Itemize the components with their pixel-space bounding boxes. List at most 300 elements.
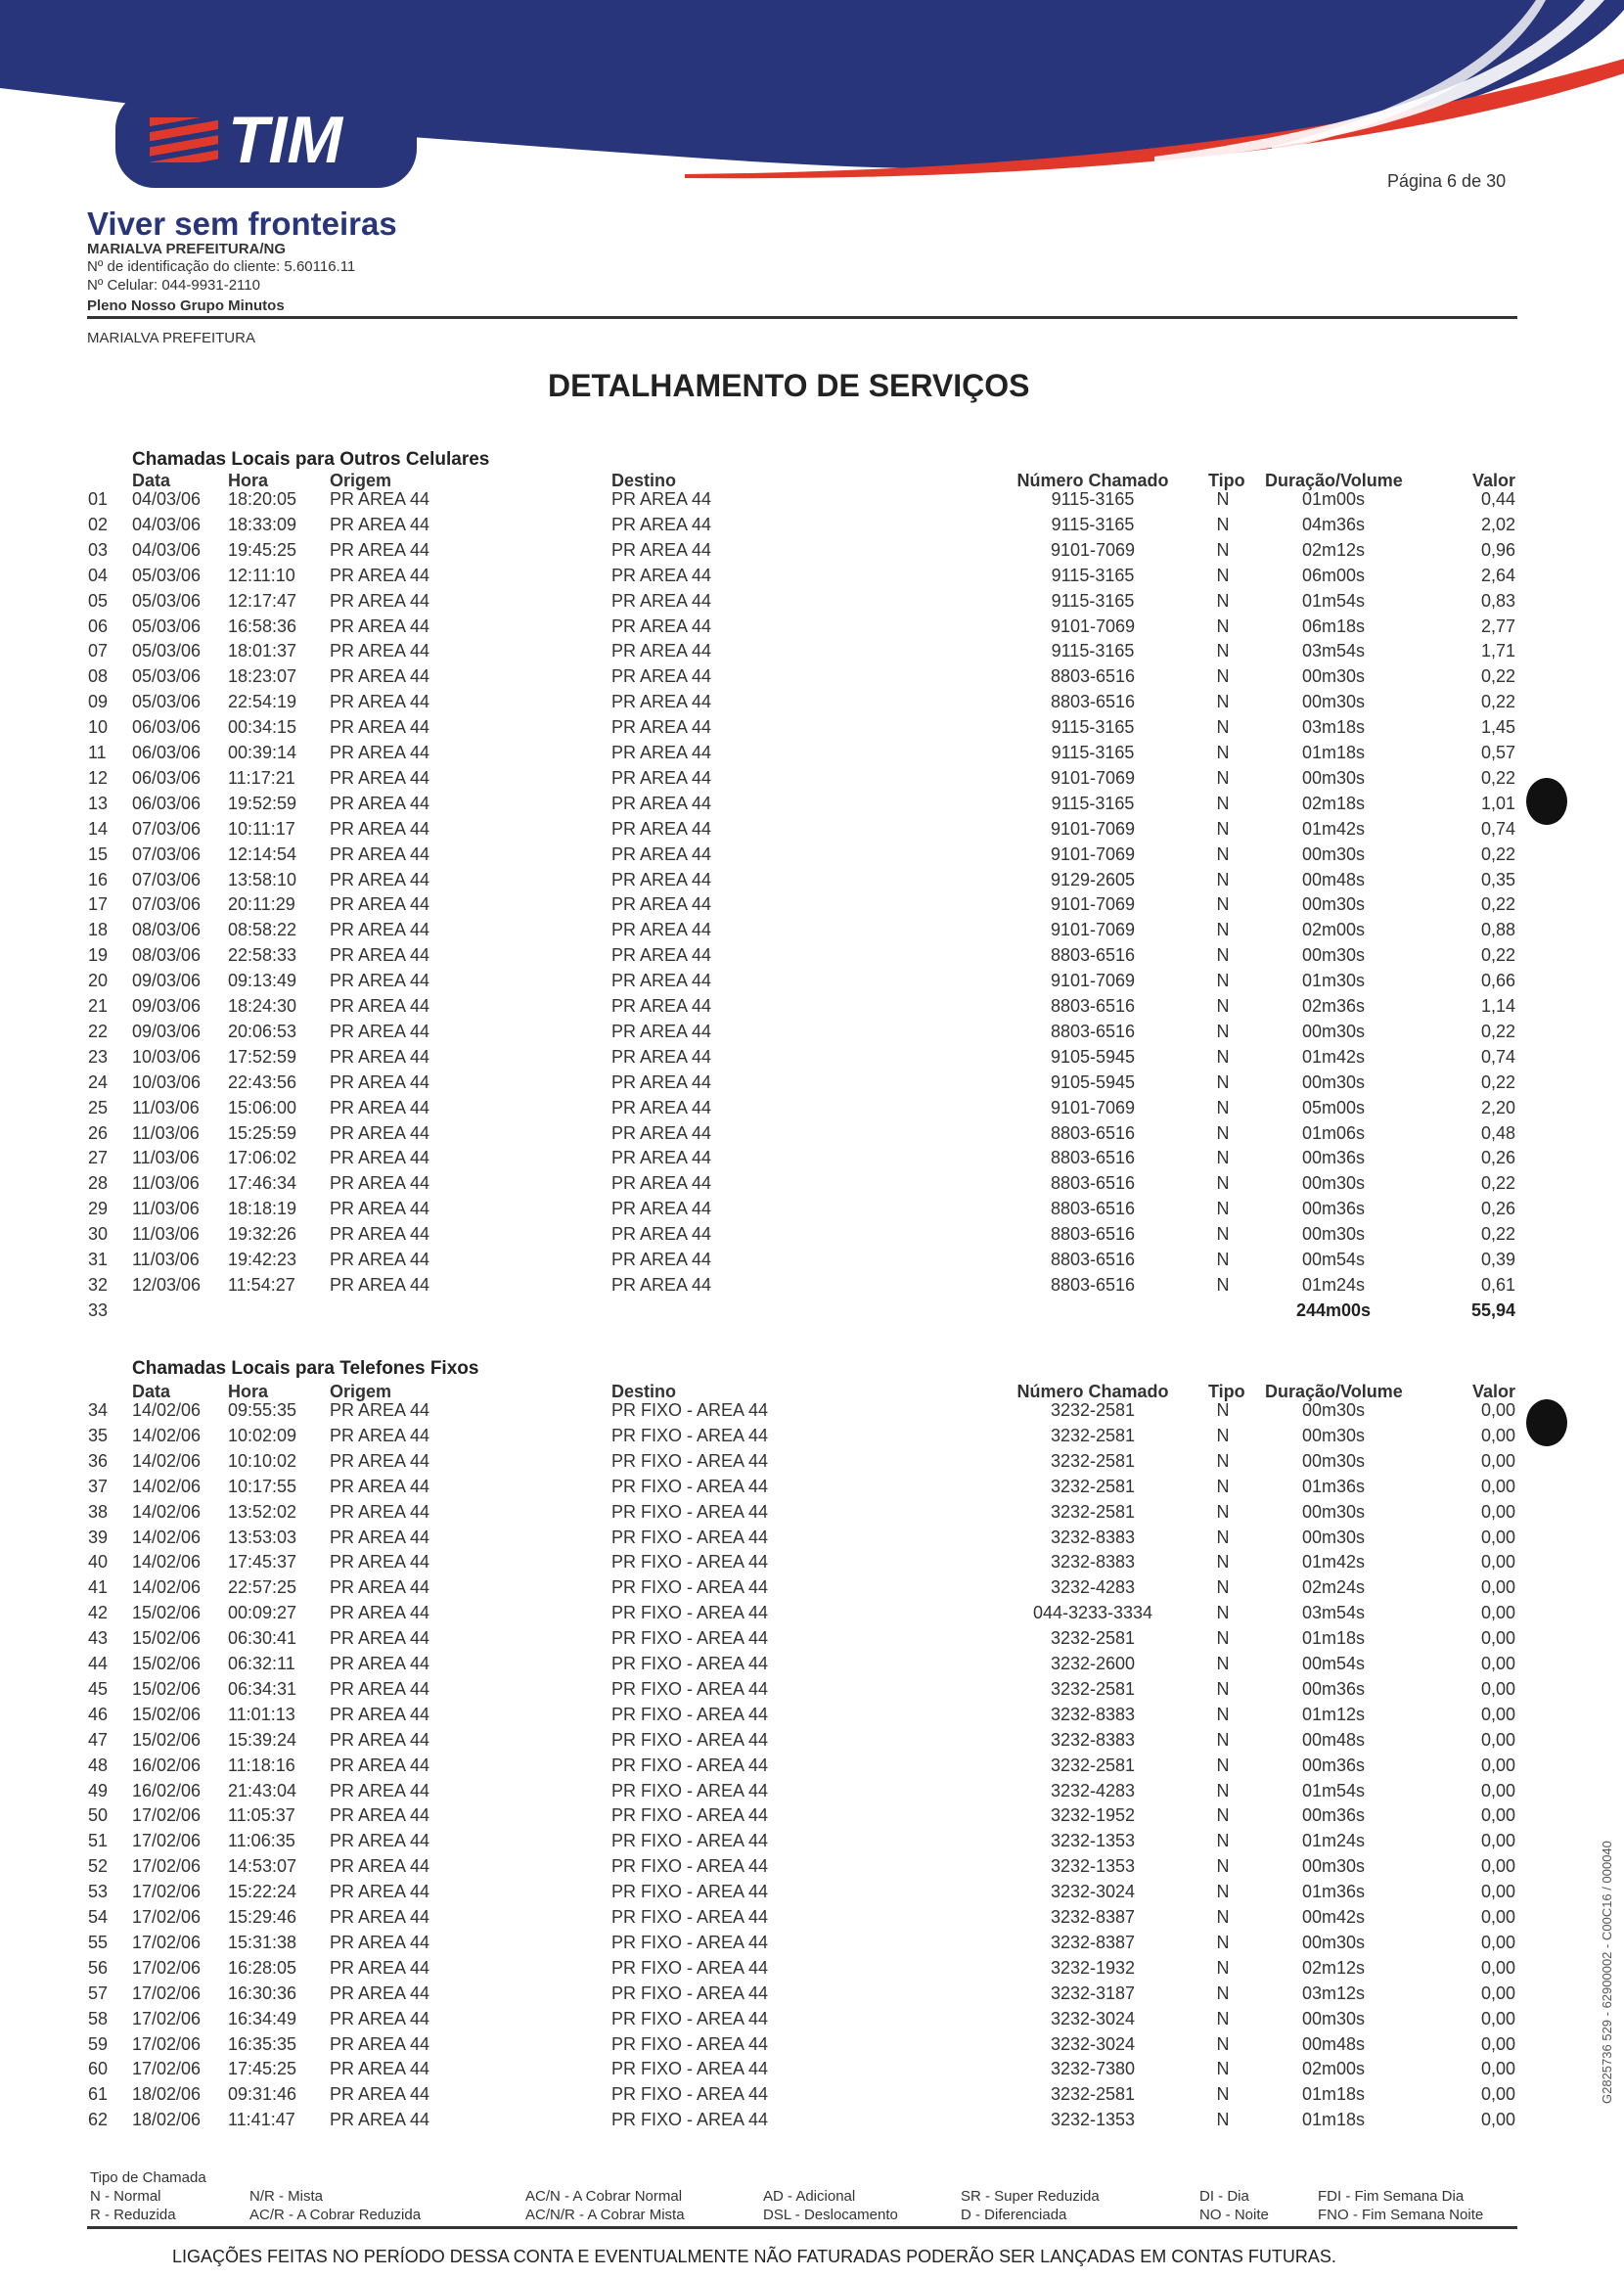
call-destination: PR AREA 44 bbox=[611, 1148, 712, 1168]
call-time: 21:43:04 bbox=[228, 1780, 297, 1800]
call-duration: 00m30s bbox=[1301, 692, 1366, 712]
call-duration: 00m30s bbox=[1301, 666, 1366, 687]
call-duration: 00m30s bbox=[1301, 945, 1366, 966]
row-index: 45 bbox=[88, 1678, 109, 1699]
row-index: 43 bbox=[88, 1628, 109, 1649]
call-date: 17/02/06 bbox=[132, 1957, 202, 1978]
table-row bbox=[0, 2009, 1624, 2034]
call-value: 0,88 bbox=[1480, 920, 1515, 940]
called-number: 9101-7069 bbox=[1050, 971, 1136, 991]
call-destination: PR FIXO - AREA 44 bbox=[611, 1425, 769, 1445]
call-destination: PR AREA 44 bbox=[611, 666, 712, 687]
call-origin: PR AREA 44 bbox=[330, 1678, 430, 1699]
called-number: 3232-8387 bbox=[1050, 1907, 1136, 1927]
called-number: 3232-8387 bbox=[1050, 1932, 1136, 1952]
call-destination: PR FIXO - AREA 44 bbox=[611, 1983, 769, 2003]
call-destination: PR AREA 44 bbox=[611, 692, 712, 712]
call-value: 0,00 bbox=[1480, 1882, 1515, 1902]
call-destination: PR AREA 44 bbox=[611, 1199, 712, 1219]
called-number: 9101-7069 bbox=[1050, 615, 1136, 636]
call-time: 17:06:02 bbox=[228, 1148, 297, 1168]
called-number: 3232-2581 bbox=[1050, 1501, 1136, 1522]
call-value: 1,01 bbox=[1480, 793, 1515, 813]
call-type: N bbox=[1216, 1882, 1230, 1902]
row-index: 20 bbox=[88, 971, 109, 991]
called-number: 9115-3165 bbox=[1051, 717, 1135, 738]
called-number: 8803-6516 bbox=[1050, 996, 1136, 1016]
call-origin: PR AREA 44 bbox=[330, 1199, 430, 1219]
call-time: 17:52:59 bbox=[228, 1046, 297, 1067]
call-type: N bbox=[1216, 2110, 1230, 2130]
call-duration: 02m24s bbox=[1301, 1577, 1366, 1598]
call-destination: PR AREA 44 bbox=[611, 1021, 712, 1041]
call-duration: 01m18s bbox=[1301, 2110, 1366, 2130]
call-date: 07/03/06 bbox=[132, 869, 202, 889]
call-value: 2,77 bbox=[1480, 615, 1515, 636]
call-origin: PR AREA 44 bbox=[330, 692, 430, 712]
total-row bbox=[0, 1300, 1624, 1326]
call-duration: 00m54s bbox=[1301, 1654, 1366, 1673]
call-destination: PR AREA 44 bbox=[611, 743, 712, 762]
call-type: N bbox=[1216, 1021, 1230, 1041]
row-index: 25 bbox=[88, 1097, 109, 1117]
call-value: 0,00 bbox=[1480, 1552, 1515, 1573]
call-value: 0,00 bbox=[1480, 1907, 1515, 1927]
call-type: N bbox=[1216, 1224, 1230, 1245]
call-time: 15:29:46 bbox=[228, 1907, 297, 1927]
call-time: 15:06:00 bbox=[228, 1097, 297, 1117]
call-date: 05/03/06 bbox=[132, 615, 202, 636]
call-date: 10/03/06 bbox=[132, 1071, 202, 1092]
called-number: 9115-3165 bbox=[1051, 641, 1135, 661]
call-duration: 00m30s bbox=[1301, 1224, 1366, 1245]
call-destination: PR FIXO - AREA 44 bbox=[611, 1603, 769, 1623]
call-date: 15/02/06 bbox=[132, 1678, 202, 1699]
column-header-destino: Destino bbox=[611, 1382, 677, 1401]
call-destination: PR FIXO - AREA 44 bbox=[611, 2033, 769, 2054]
table-row bbox=[0, 1250, 1624, 1275]
call-duration: 06m00s bbox=[1301, 565, 1366, 585]
called-number: 3232-2600 bbox=[1050, 1654, 1136, 1673]
footer-divider bbox=[87, 2226, 1517, 2229]
row-index: 14 bbox=[88, 818, 109, 839]
table-row bbox=[0, 1224, 1624, 1250]
cell-number: Nº Celular: 044-9931-2110 bbox=[87, 277, 260, 294]
call-type: N bbox=[1216, 1173, 1230, 1194]
account-name: MARIALVA PREFEITURA bbox=[87, 330, 255, 346]
client-id: Nº de identificação do cliente: 5.60116.11 bbox=[87, 258, 356, 275]
called-number: 8803-6516 bbox=[1050, 1199, 1136, 1219]
call-value: 0,48 bbox=[1480, 1122, 1515, 1143]
called-number: 9105-5945 bbox=[1050, 1071, 1136, 1092]
called-number: 9101-7069 bbox=[1050, 818, 1136, 839]
call-value: 0,22 bbox=[1480, 894, 1515, 915]
call-value: 1,14 bbox=[1480, 996, 1515, 1016]
call-time: 16:35:35 bbox=[228, 2033, 297, 2054]
called-number: 3232-4283 bbox=[1050, 1577, 1136, 1598]
table-row bbox=[0, 1983, 1624, 2009]
called-number: 9101-7069 bbox=[1050, 894, 1136, 915]
call-origin: PR AREA 44 bbox=[330, 767, 430, 788]
call-time: 11:17:21 bbox=[228, 767, 295, 788]
call-duration: 00m30s bbox=[1301, 1856, 1366, 1877]
call-duration: 00m30s bbox=[1301, 1400, 1366, 1420]
call-value: 0,00 bbox=[1480, 1527, 1515, 1547]
column-header-origem: Origem bbox=[330, 471, 392, 490]
row-index: 61 bbox=[88, 2084, 109, 2105]
table-row bbox=[0, 1730, 1624, 1755]
called-number: 9129-2605 bbox=[1050, 869, 1136, 889]
call-origin: PR AREA 44 bbox=[330, 1527, 430, 1547]
called-number: 9101-7069 bbox=[1050, 539, 1136, 560]
call-time: 12:11:10 bbox=[228, 565, 295, 585]
call-type: N bbox=[1216, 2033, 1230, 2054]
call-type: N bbox=[1216, 590, 1230, 611]
call-time: 00:39:14 bbox=[228, 743, 297, 762]
call-origin: PR AREA 44 bbox=[330, 1983, 430, 2003]
call-destination: PR AREA 44 bbox=[611, 1122, 712, 1143]
call-duration: 00m36s bbox=[1301, 1678, 1366, 1699]
call-destination: PR FIXO - AREA 44 bbox=[611, 1780, 769, 1800]
call-duration: 01m18s bbox=[1301, 743, 1366, 762]
call-value: 0,00 bbox=[1480, 2033, 1515, 2054]
row-index: 07 bbox=[88, 641, 109, 661]
column-header-data: Data bbox=[132, 471, 171, 490]
call-date: 14/02/06 bbox=[132, 1552, 202, 1573]
row-index: 13 bbox=[88, 793, 109, 813]
call-value: 0,22 bbox=[1480, 1224, 1515, 1245]
called-number: 3232-2581 bbox=[1050, 1678, 1136, 1699]
call-duration: 01m30s bbox=[1301, 971, 1366, 991]
call-time: 09:55:35 bbox=[228, 1400, 297, 1420]
logo-text: TIM bbox=[228, 103, 343, 177]
call-date: 08/03/06 bbox=[132, 920, 202, 940]
call-date: 07/03/06 bbox=[132, 818, 202, 839]
table-row bbox=[0, 1781, 1624, 1806]
call-date: 05/03/06 bbox=[132, 666, 202, 687]
call-time: 10:10:02 bbox=[228, 1450, 297, 1471]
call-origin: PR AREA 44 bbox=[330, 717, 430, 738]
call-time: 17:46:34 bbox=[228, 1173, 297, 1194]
call-origin: PR AREA 44 bbox=[330, 1552, 430, 1573]
call-type: N bbox=[1216, 514, 1230, 534]
called-number: 3232-8383 bbox=[1050, 1704, 1136, 1724]
table-row bbox=[0, 1072, 1624, 1098]
call-time: 15:22:24 bbox=[228, 1882, 297, 1902]
call-origin: PR AREA 44 bbox=[330, 1021, 430, 1041]
table-row bbox=[0, 768, 1624, 794]
table-row bbox=[0, 1577, 1624, 1603]
call-value: 0,00 bbox=[1480, 1755, 1515, 1775]
row-index: 29 bbox=[88, 1199, 109, 1219]
call-duration: 00m42s bbox=[1301, 1907, 1366, 1927]
call-time: 18:23:07 bbox=[228, 666, 297, 687]
call-origin: PR AREA 44 bbox=[330, 1250, 430, 1269]
page-indicator: Página 6 de 30 bbox=[1387, 171, 1507, 191]
call-value: 0,22 bbox=[1480, 666, 1515, 687]
call-duration: 01m42s bbox=[1301, 818, 1366, 839]
call-origin: PR AREA 44 bbox=[330, 565, 430, 585]
call-origin: PR AREA 44 bbox=[330, 1425, 430, 1445]
call-value: 0,22 bbox=[1480, 843, 1515, 864]
call-origin: PR AREA 44 bbox=[330, 1907, 430, 1927]
column-header-origem: Origem bbox=[330, 1382, 392, 1401]
called-number: 3232-3187 bbox=[1050, 1983, 1136, 2003]
row-index: 19 bbox=[88, 945, 109, 966]
call-origin: PR AREA 44 bbox=[330, 1831, 430, 1851]
call-date: 05/03/06 bbox=[132, 692, 202, 712]
call-duration: 02m36s bbox=[1301, 996, 1366, 1016]
call-type: N bbox=[1216, 1983, 1230, 2003]
column-header-hora: Hora bbox=[228, 1382, 269, 1401]
call-duration: 00m48s bbox=[1301, 869, 1366, 889]
call-date: 04/03/06 bbox=[132, 539, 202, 560]
called-number: 3232-1353 bbox=[1050, 2110, 1136, 2130]
call-value: 0,00 bbox=[1480, 1501, 1515, 1522]
call-value: 0,00 bbox=[1480, 2008, 1515, 2028]
table-row bbox=[0, 2059, 1624, 2084]
table-row bbox=[0, 1173, 1624, 1199]
call-destination: PR FIXO - AREA 44 bbox=[611, 1882, 769, 1902]
call-value: 0,00 bbox=[1480, 2059, 1515, 2079]
table-row bbox=[0, 1451, 1624, 1477]
row-index: 59 bbox=[88, 2033, 109, 2054]
call-origin: PR AREA 44 bbox=[330, 1755, 430, 1775]
call-destination: PR AREA 44 bbox=[611, 1071, 712, 1092]
call-type: N bbox=[1216, 1932, 1230, 1952]
call-date: 08/03/06 bbox=[132, 945, 202, 966]
ink-blot bbox=[1526, 1399, 1567, 1446]
row-index: 08 bbox=[88, 666, 109, 687]
call-type: N bbox=[1216, 1199, 1230, 1219]
called-number: 3232-8383 bbox=[1050, 1527, 1136, 1547]
call-destination: PR AREA 44 bbox=[611, 843, 712, 864]
call-date: 14/02/06 bbox=[132, 1425, 202, 1445]
call-destination: PR AREA 44 bbox=[611, 565, 712, 585]
call-value: 0,57 bbox=[1480, 743, 1515, 762]
legend-item: SR - Super Reduzida bbox=[961, 2188, 1100, 2205]
call-date: 05/03/06 bbox=[132, 641, 202, 661]
row-index: 03 bbox=[88, 539, 109, 560]
call-origin: PR AREA 44 bbox=[330, 1729, 430, 1750]
called-number: 9115-3165 bbox=[1051, 514, 1135, 534]
total-value: 55,94 bbox=[1470, 1299, 1515, 1320]
call-destination: PR FIXO - AREA 44 bbox=[611, 1628, 769, 1649]
table-row bbox=[0, 894, 1624, 920]
column-header-valor: Valor bbox=[1471, 471, 1515, 490]
call-date: 15/02/06 bbox=[132, 1603, 202, 1623]
call-value: 0,00 bbox=[1480, 1450, 1515, 1471]
row-index: 57 bbox=[88, 1983, 109, 2003]
call-type: N bbox=[1216, 1654, 1230, 1673]
called-number: 9101-7069 bbox=[1050, 920, 1136, 940]
call-type: N bbox=[1216, 945, 1230, 966]
call-time: 20:11:29 bbox=[228, 894, 295, 915]
row-index: 11 bbox=[88, 743, 107, 762]
table-row bbox=[0, 1958, 1624, 1983]
call-date: 10/03/06 bbox=[132, 1046, 202, 1067]
call-duration: 01m12s bbox=[1301, 1704, 1366, 1724]
logo-waves-icon bbox=[150, 117, 218, 162]
call-value: 0,22 bbox=[1480, 945, 1515, 966]
call-duration: 00m30s bbox=[1301, 894, 1366, 915]
table-row bbox=[0, 1907, 1624, 1933]
table-row bbox=[0, 1654, 1624, 1679]
call-date: 15/02/06 bbox=[132, 1654, 202, 1673]
call-origin: PR AREA 44 bbox=[330, 818, 430, 839]
call-time: 13:53:03 bbox=[228, 1527, 297, 1547]
call-time: 19:52:59 bbox=[228, 793, 297, 813]
row-index: 23 bbox=[88, 1046, 109, 1067]
table-row bbox=[0, 1527, 1624, 1553]
call-destination: PR AREA 44 bbox=[611, 1224, 712, 1245]
call-date: 11/03/06 bbox=[132, 1122, 200, 1143]
call-date: 12/03/06 bbox=[132, 1274, 202, 1295]
call-duration: 00m30s bbox=[1301, 843, 1366, 864]
call-time: 10:11:17 bbox=[228, 818, 295, 839]
table-row bbox=[0, 616, 1624, 642]
call-date: 09/03/06 bbox=[132, 1021, 202, 1041]
table-row bbox=[0, 566, 1624, 591]
call-duration: 00m48s bbox=[1301, 1729, 1366, 1750]
call-value: 0,00 bbox=[1480, 1983, 1515, 2003]
call-type: N bbox=[1216, 869, 1230, 889]
table-row bbox=[0, 1148, 1624, 1173]
called-number: 8803-6516 bbox=[1050, 692, 1136, 712]
call-time: 15:25:59 bbox=[228, 1122, 297, 1143]
call-date: 11/03/06 bbox=[132, 1250, 200, 1269]
call-origin: PR AREA 44 bbox=[330, 843, 430, 864]
call-time: 11:54:27 bbox=[228, 1274, 295, 1295]
call-time: 06:34:31 bbox=[228, 1678, 297, 1699]
call-date: 17/02/06 bbox=[132, 1932, 202, 1952]
table-row bbox=[0, 1603, 1624, 1628]
called-number: 8803-6516 bbox=[1050, 1250, 1136, 1269]
called-number: 9115-3165 bbox=[1051, 590, 1135, 611]
call-destination: PR FIXO - AREA 44 bbox=[611, 1476, 769, 1496]
row-index: 38 bbox=[88, 1501, 109, 1522]
call-origin: PR AREA 44 bbox=[330, 1932, 430, 1952]
call-value: 0,74 bbox=[1480, 1046, 1515, 1067]
call-date: 05/03/06 bbox=[132, 565, 202, 585]
row-index: 55 bbox=[88, 1932, 109, 1952]
call-time: 22:43:56 bbox=[228, 1071, 297, 1092]
row-index: 31 bbox=[88, 1250, 109, 1269]
call-value: 0,00 bbox=[1480, 1704, 1515, 1724]
table-row bbox=[0, 743, 1624, 768]
row-index: 17 bbox=[88, 894, 109, 915]
call-time: 18:01:37 bbox=[228, 641, 297, 661]
called-number: 044-3233-3334 bbox=[1032, 1603, 1153, 1623]
call-duration: 00m54s bbox=[1301, 1250, 1366, 1269]
called-number: 9105-5945 bbox=[1050, 1046, 1136, 1067]
call-destination: PR FIXO - AREA 44 bbox=[611, 1704, 769, 1724]
call-type: N bbox=[1216, 1628, 1230, 1649]
call-type: N bbox=[1216, 2008, 1230, 2028]
call-time: 09:31:46 bbox=[228, 2084, 297, 2105]
call-duration: 05m00s bbox=[1301, 1097, 1366, 1117]
call-origin: PR AREA 44 bbox=[330, 996, 430, 1016]
call-destination: PR FIXO - AREA 44 bbox=[611, 1755, 769, 1775]
table-row bbox=[0, 1831, 1624, 1856]
legend-title: Tipo de Chamada bbox=[90, 2169, 206, 2186]
call-duration: 01m00s bbox=[1301, 489, 1366, 509]
row-index: 36 bbox=[88, 1450, 109, 1471]
tim-logo bbox=[115, 90, 417, 188]
call-date: 11/03/06 bbox=[132, 1097, 200, 1117]
call-type: N bbox=[1216, 2059, 1230, 2079]
call-time: 11:05:37 bbox=[228, 1805, 295, 1826]
call-time: 22:58:33 bbox=[228, 945, 297, 966]
call-date: 06/03/06 bbox=[132, 767, 202, 788]
call-time: 18:24:30 bbox=[228, 996, 297, 1016]
call-type: N bbox=[1216, 1046, 1230, 1067]
row-index: 21 bbox=[88, 996, 109, 1016]
section-title: Chamadas Locais para Telefones Fixos bbox=[132, 1358, 479, 1379]
call-value: 0,66 bbox=[1480, 971, 1515, 991]
call-destination: PR AREA 44 bbox=[611, 894, 712, 915]
call-duration: 00m30s bbox=[1301, 767, 1366, 788]
called-number: 9115-3165 bbox=[1051, 743, 1135, 762]
call-destination: PR FIXO - AREA 44 bbox=[611, 2110, 769, 2130]
call-origin: PR AREA 44 bbox=[330, 2033, 430, 2054]
called-number: 3232-1353 bbox=[1050, 1856, 1136, 1877]
section-title: Chamadas Locais para Outros Celulares bbox=[132, 449, 490, 470]
call-date: 09/03/06 bbox=[132, 971, 202, 991]
table-row bbox=[0, 1047, 1624, 1072]
call-destination: PR AREA 44 bbox=[611, 971, 712, 991]
table-row bbox=[0, 794, 1624, 819]
row-index: 26 bbox=[88, 1122, 109, 1143]
call-date: 07/03/06 bbox=[132, 894, 202, 915]
table-row bbox=[0, 2034, 1624, 2060]
call-destination: PR AREA 44 bbox=[611, 1250, 712, 1269]
side-code: G2825736 529 - 62900002 - C00C16 / 000040 bbox=[1600, 1841, 1614, 2104]
called-number: 3232-3024 bbox=[1050, 2008, 1136, 2028]
called-number: 9115-3165 bbox=[1051, 489, 1135, 509]
call-origin: PR AREA 44 bbox=[330, 2008, 430, 2028]
call-duration: 01m18s bbox=[1301, 1628, 1366, 1649]
table-row bbox=[0, 591, 1624, 616]
call-value: 0,00 bbox=[1480, 1654, 1515, 1673]
call-origin: PR AREA 44 bbox=[330, 1957, 430, 1978]
call-value: 0,22 bbox=[1480, 692, 1515, 712]
call-time: 08:58:22 bbox=[228, 920, 297, 940]
call-type: N bbox=[1216, 692, 1230, 712]
call-value: 0,22 bbox=[1480, 767, 1515, 788]
call-type: N bbox=[1216, 666, 1230, 687]
call-destination: PR AREA 44 bbox=[611, 1097, 712, 1117]
call-destination: PR FIXO - AREA 44 bbox=[611, 1400, 769, 1420]
ink-blot bbox=[1526, 778, 1567, 825]
called-number: 3232-1353 bbox=[1050, 1831, 1136, 1851]
call-time: 13:52:02 bbox=[228, 1501, 297, 1522]
plan-name: Pleno Nosso Grupo Minutos bbox=[87, 297, 285, 314]
call-type: N bbox=[1216, 1831, 1230, 1851]
call-type: N bbox=[1216, 1425, 1230, 1445]
call-origin: PR AREA 44 bbox=[330, 615, 430, 636]
row-index: 44 bbox=[88, 1654, 109, 1673]
call-type: N bbox=[1216, 1501, 1230, 1522]
call-duration: 00m30s bbox=[1301, 2008, 1366, 2028]
table-row bbox=[0, 920, 1624, 945]
customer-name: MARIALVA PREFEITURA/NG bbox=[87, 241, 287, 257]
call-value: 0,22 bbox=[1480, 1173, 1515, 1194]
call-destination: PR AREA 44 bbox=[611, 1274, 712, 1295]
call-duration: 02m12s bbox=[1301, 1957, 1366, 1978]
call-date: 06/03/06 bbox=[132, 717, 202, 738]
call-type: N bbox=[1216, 1856, 1230, 1877]
